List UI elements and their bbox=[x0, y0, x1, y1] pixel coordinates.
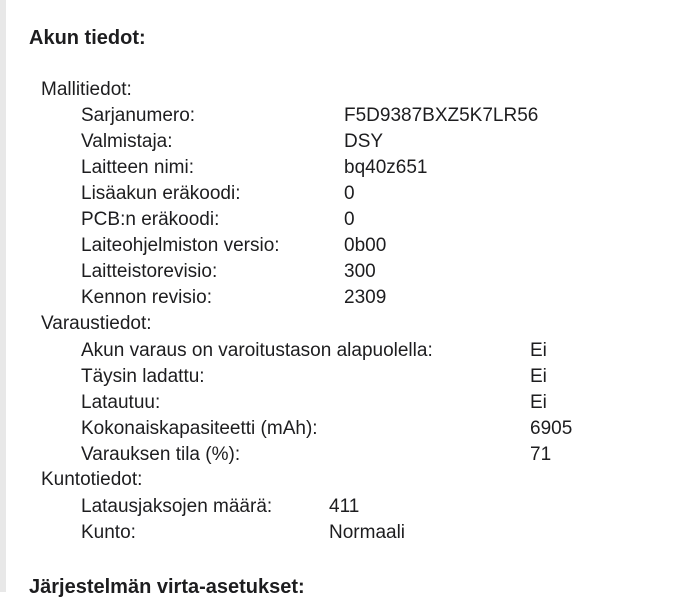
hardware-revision-value: 300 bbox=[344, 261, 376, 282]
pcb-lot-code-value: 0 bbox=[344, 209, 355, 230]
device-name-label: Laitteen nimi: bbox=[81, 157, 195, 178]
condition-label: Kunto: bbox=[81, 522, 136, 543]
serial-number-value: F5D9387BXZ5K7LR56 bbox=[344, 105, 539, 126]
battery-info-heading: Akun tiedot: bbox=[29, 27, 146, 49]
manufacturer-value: DSY bbox=[344, 131, 384, 152]
state-of-charge-value: 71 bbox=[530, 444, 552, 465]
cycle-count-label: Latausjaksojen määrä: bbox=[81, 496, 273, 517]
pack-lot-code-value: 0 bbox=[344, 183, 355, 204]
cycle-count-value: 411 bbox=[329, 496, 360, 517]
charging-label: Latautuu: bbox=[81, 392, 161, 413]
fully-charged-value: Ei bbox=[530, 366, 547, 387]
firmware-version-label: Laiteohjelmiston versio: bbox=[81, 235, 280, 256]
firmware-version-value: 0b00 bbox=[344, 235, 387, 256]
manufacturer-label: Valmistaja: bbox=[81, 131, 173, 152]
pack-lot-code-label: Lisäakun eräkoodi: bbox=[81, 183, 241, 204]
device-name-value: bq40z651 bbox=[344, 157, 428, 178]
cell-revision-value: 2309 bbox=[344, 287, 387, 308]
below-warning-level-label: Akun varaus on varoitustason alapuolella: bbox=[81, 340, 433, 361]
model-info-label: Mallitiedot: bbox=[41, 79, 132, 100]
condition-value: Normaali bbox=[329, 522, 406, 543]
system-power-settings-heading: Järjestelmän virta-asetukset: bbox=[29, 576, 305, 598]
charging-value: Ei bbox=[530, 392, 547, 413]
pcb-lot-code-label: PCB:n eräkoodi: bbox=[81, 209, 220, 230]
serial-number-label: Sarjanumero: bbox=[81, 105, 196, 126]
health-info-label: Kuntotiedot: bbox=[41, 469, 143, 490]
state-of-charge-label: Varauksen tila (%): bbox=[81, 444, 241, 465]
full-charge-capacity-value: 6905 bbox=[530, 418, 573, 439]
full-charge-capacity-label: Kokonaiskapasiteetti (mAh): bbox=[81, 418, 318, 439]
cell-revision-label: Kennon revisio: bbox=[81, 287, 212, 308]
charge-info-label: Varaustiedot: bbox=[41, 313, 152, 334]
hardware-revision-label: Laitteistorevisio: bbox=[81, 261, 218, 282]
below-warning-level-value: Ei bbox=[530, 340, 547, 361]
fully-charged-label: Täysin ladattu: bbox=[81, 366, 205, 387]
